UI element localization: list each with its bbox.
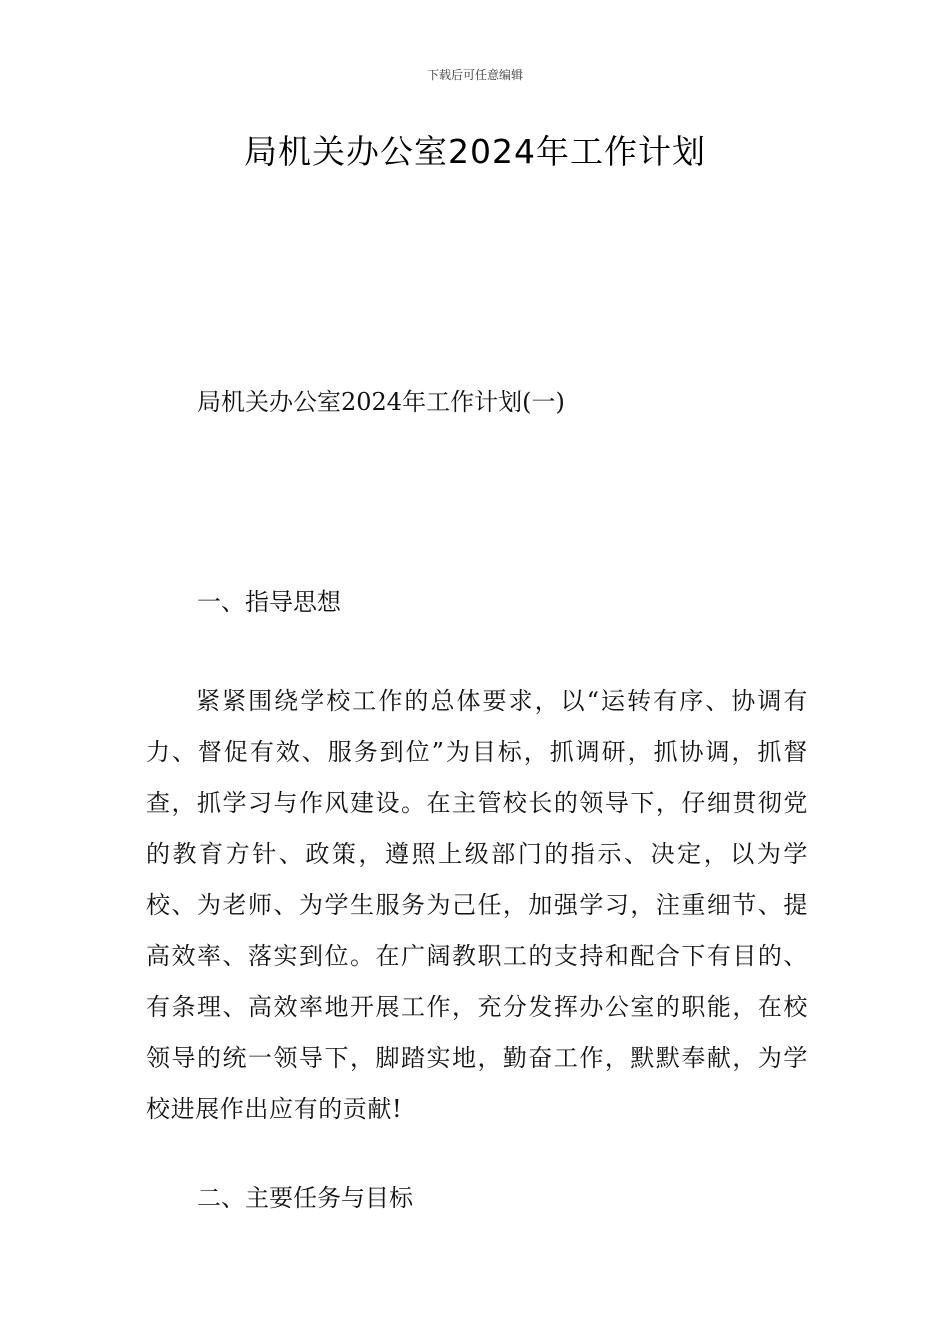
section-paragraph-guiding-ideology: 紧紧围绕学校工作的总体要求，以“运转有序、协调有力、督促有效、服务到位”为目标，抓调研，抓协调，抓督查，抓学习与作风建设。在主管校长的领导下，仔细贯彻党的教育方针、政策，遵照上级部门的指示、决定，以为学校、为老师、为学生服务为己任，加强学习，注重细节、提高效率、落实到位。在广阔教职工的支持和配合下有目的、有条理、高效率地开展工作，充分发挥办公室的职能，在校领导的统一领导下，脚踏实地，勤奋工作，默默奉献，为学校进展作出应有的贡献! bbox=[146, 687, 808, 1123]
document-subtitle: 局机关办公室2024年工作计划(一) bbox=[197, 388, 565, 416]
section-heading-guiding-ideology: 一、指导思想 bbox=[197, 588, 341, 616]
header-note: 下载后可任意编辑 bbox=[426, 68, 523, 82]
section-heading-main-tasks: 二、主要任务与目标 bbox=[197, 1184, 413, 1212]
document-title: 局机关办公室2024年工作计划 bbox=[244, 132, 706, 171]
